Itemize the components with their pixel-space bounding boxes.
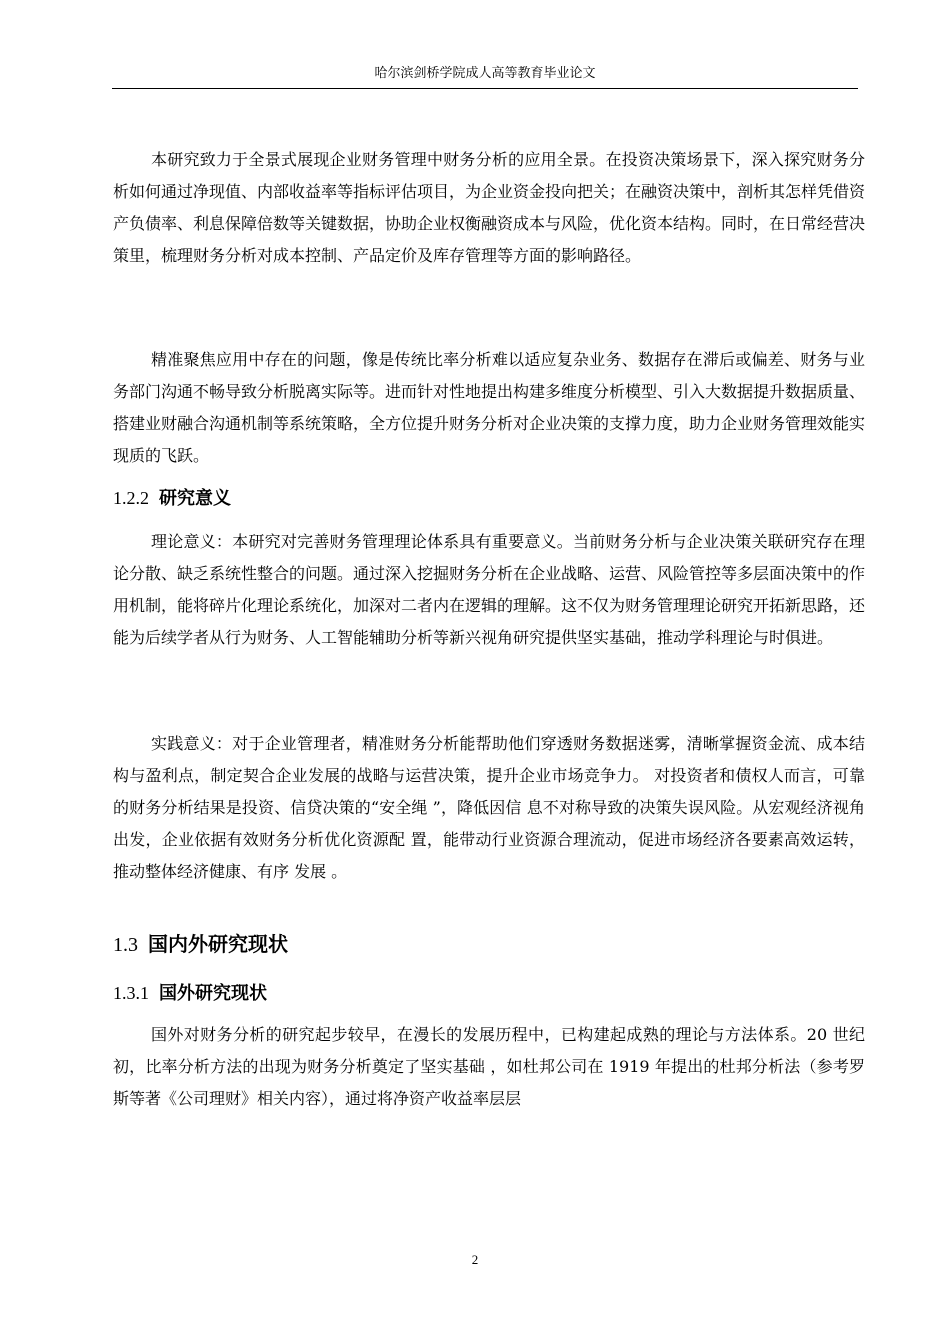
heading-1-3-1 [113, 979, 267, 1008]
heading-title: 国外研究现状 [159, 983, 267, 1004]
heading-number: 1.3 [113, 934, 138, 956]
paragraph-foreign-research: 国外对财务分析的研究起步较早，在漫长的发展历程中，已构建起成熟的理论与方法体系。20 世纪初，比率分析方法的出现为财务分析奠定了坚实基础 ，如杜邦公司在 1919 年提出的杜邦分析法（参考罗斯等著《公司理财》相关内容），通过将净资产收益率层层 [113, 1025, 865, 1108]
heading-number: 1.2.2 [113, 488, 149, 508]
heading-number: 1.3.1 [113, 983, 149, 1003]
header-title: 哈尔滨剑桥学院成人高等教育毕业论文 [374, 66, 596, 81]
page-number: 2 [471, 1252, 479, 1267]
paragraph-theoretical-significance: 理论意义：本研究对完善财务管理理论体系具有重要意义。当前财务分析与企业决策关联研究存在理论分散、缺乏系统性整合的问题。通过深入挖掘财务分析在企业战略、运营、风险管控等多层面决策中的作用机制，能将碎片化理论系统化，加深对二者内在逻辑的理解。这不仅为财务管理理论研究开拓新思路，还能为后续学者从行为财务、人工智能辅助分析等新兴视角研究提供坚实基础，推动学科理论与时俱进。 [113, 532, 866, 647]
heading-1-3 [113, 929, 288, 960]
paragraph-problems: 精准聚焦应用中存在的问题，像是传统比率分析难以适应复杂业务、数据存在滞后或偏差、财务与业务部门沟通不畅导致分析脱离实际等。进而针对性地提出构建多维度分析模型、引入大数据提升数据质量、搭建业财融合沟通机制等系统策略，全方位提升财务分析对企业决策的支撑力度，助力企业财务管理效能实现质的飞跃。 [113, 350, 866, 465]
heading-title: 研究意义 [159, 488, 231, 509]
page-header [112, 64, 858, 89]
paragraph-practical-significance: 实践意义：对于企业管理者，精准财务分析能帮助他们穿透财务数据迷雾，清晰掌握资金流、成本结构与盈利点，制定契合企业发展的战略与运营决策，提升企业市场竞争力。 对投资者和债权人而言，可靠的财务分析结果是投资、信贷决策的“安全绳 ”，降低因信 息不对称导致的决策失误风险。从宏观经济视角出发，企业依据有效财务分析优化资源配 置，能带动行业资源合理流动，促进市场经济各要素高效运转，推动整体经济健康、有序 发展 。 [113, 734, 865, 881]
heading-title: 国内外研究现状 [148, 932, 288, 956]
paragraph-scope: 本研究致力于全景式展现企业财务管理中财务分析的应用全景。在投资决策场景下，深入探究财务分析如何通过净现值、内部收益率等指标评估项目，为企业资金投向把关；在融资决策中，剖析其怎样凭借资产负债率、利息保障倍数等关键数据，协助企业权衡融资成本与风险，优化资本结构。同时，在日常经营决策里，梳理财务分析对成本控制、产品定价及库存管理等方面的影响路径。 [113, 150, 866, 265]
heading-1-2-2 [113, 484, 231, 513]
